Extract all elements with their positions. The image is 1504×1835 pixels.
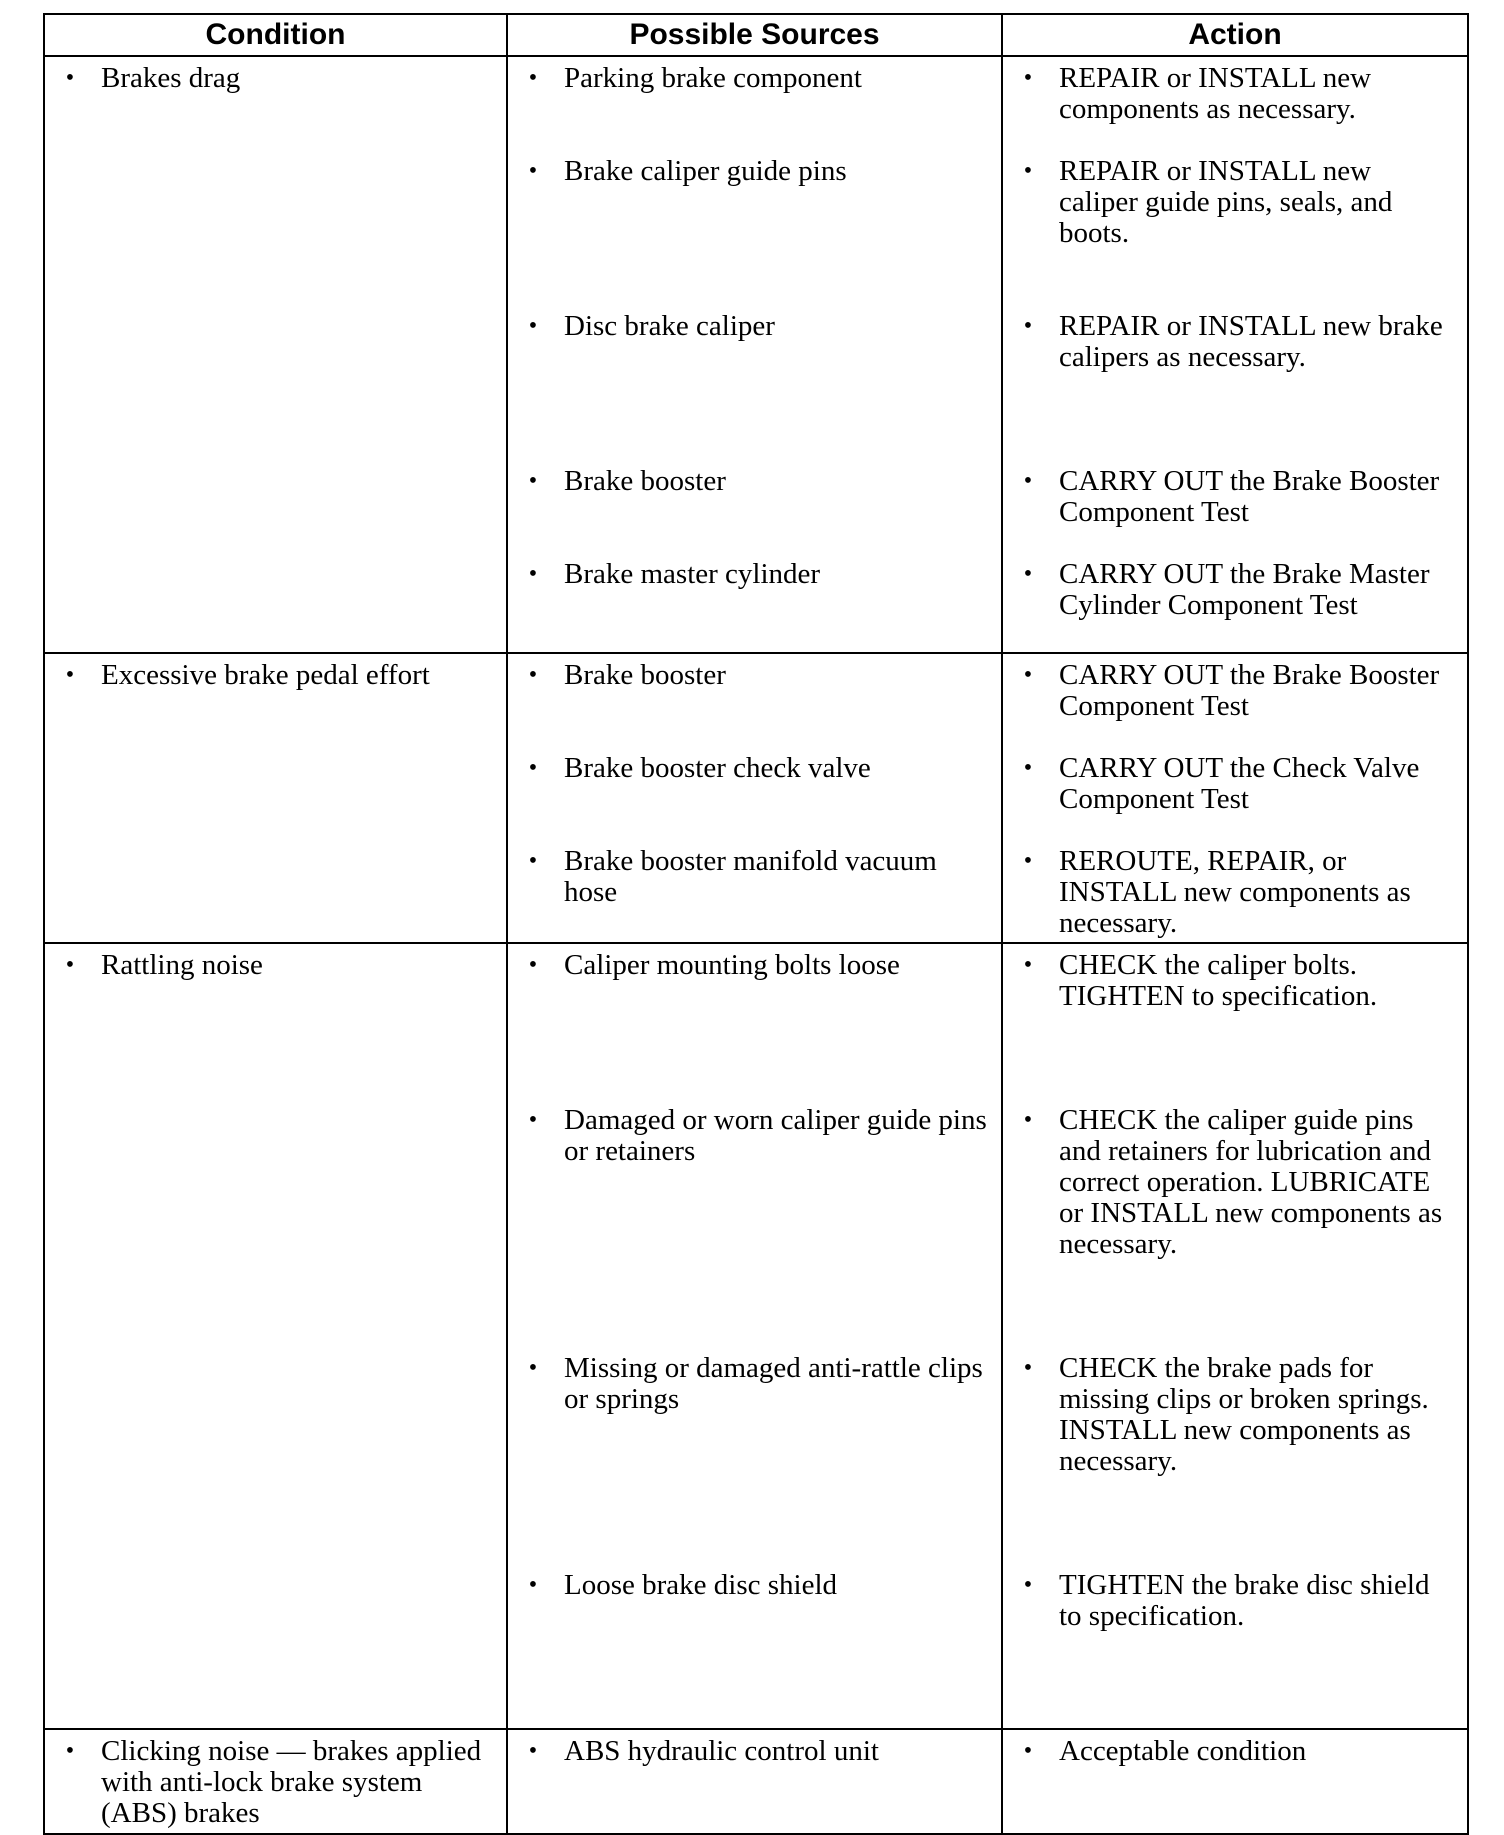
sources-cell [507,1729,1002,1834]
bullet-icon: • [528,848,538,874]
bullet-icon: • [528,313,538,339]
bullet-icon: • [1023,1572,1033,1598]
bullet-icon: • [528,468,538,494]
action-entry [1003,466,1467,559]
action-entry [1003,753,1467,846]
diagnosis-table [43,13,1469,1835]
condition-text: Clicking noise — brakes applied with anti-lock brake system (ABS) brakes [101,1735,482,1829]
source-entry [508,466,1001,559]
table-row [44,56,1468,653]
bullet-icon: • [528,755,538,781]
source-entry [508,1736,1001,1767]
bullet-icon: • [528,1107,538,1133]
action-entry [1003,660,1467,753]
action-text: TIGHTEN the brake disc shield to specification. [1059,1569,1430,1632]
source-text: Brake caliper guide pins [564,155,847,187]
bullet-icon: • [1023,1107,1033,1133]
bullet-icon: • [1023,662,1033,688]
action-entry [1003,156,1467,311]
table-row [44,653,1468,943]
bullet-icon: • [1023,313,1033,339]
source-entry [508,660,1001,753]
action-cell [1002,56,1468,653]
action-cell [1002,943,1468,1729]
bullet-icon: • [1023,65,1033,91]
source-entry [508,311,1001,466]
source-text: ABS hydraulic control unit [564,1735,879,1767]
bullet-icon: • [1023,468,1033,494]
action-entry [1003,950,1467,1105]
source-text: Brake booster [564,659,726,691]
sources-cell [507,56,1002,653]
condition-text: Excessive brake pedal effort [101,659,430,691]
source-text: Missing or damaged anti-rattle clips or springs [564,1352,983,1415]
condition-entry [45,1736,506,1829]
condition-text: Rattling noise [101,949,263,981]
sources-cell [507,653,1002,943]
source-text: Damaged or worn caliper guide pins or retainers [564,1104,987,1167]
action-entry [1003,1353,1467,1570]
condition-cell [44,1729,507,1834]
bullet-icon: • [528,952,538,978]
action-text: CARRY OUT the Brake Booster Component Test [1059,659,1440,722]
header-action: Action [1002,14,1468,56]
source-entry [508,1353,1001,1570]
action-text: CHECK the brake pads for missing clips or broken springs. INSTALL new components as necessary. [1059,1352,1429,1477]
action-entry [1003,1570,1467,1632]
action-entry [1003,559,1467,621]
table-row [44,943,1468,1729]
bullet-icon: • [65,65,75,91]
bullet-icon: • [528,1572,538,1598]
bullet-icon: • [528,65,538,91]
table-row [44,1729,1468,1834]
condition-cell [44,653,507,943]
source-entry [508,846,1001,908]
action-text: CARRY OUT the Brake Booster Component Test [1059,465,1440,528]
bullet-icon: • [65,1738,75,1764]
bullet-icon: • [528,1355,538,1381]
action-text: CHECK the caliper guide pins and retainers for lubrication and correct operation. LUBRICATE or INSTALL new components as necessary. [1059,1104,1443,1260]
header-possible-sources: Possible Sources [507,14,1002,56]
source-entry [508,63,1001,156]
action-text: REPAIR or INSTALL new brake calipers as necessary. [1059,310,1443,373]
source-entry [508,1570,1001,1601]
condition-cell [44,56,507,653]
action-text: REROUTE, REPAIR, or INSTALL new components as necessary. [1059,845,1411,939]
source-entry [508,950,1001,1105]
action-entry [1003,1736,1467,1767]
source-text: Loose brake disc shield [564,1569,838,1601]
action-text: CARRY OUT the Check Valve Component Test [1059,752,1420,815]
source-entry [508,753,1001,846]
source-entry [508,1105,1001,1353]
source-text: Brake booster [564,465,726,497]
header-row [44,14,1468,56]
source-text: Brake booster manifold vacuum hose [564,845,937,908]
bullet-icon: • [1023,1355,1033,1381]
bullet-icon: • [528,1738,538,1764]
condition-cell [44,943,507,1729]
action-text: CARRY OUT the Brake Master Cylinder Component Test [1059,558,1430,621]
condition-entry [45,660,506,691]
action-entry [1003,1105,1467,1353]
condition-entry [45,63,506,94]
bullet-icon: • [1023,755,1033,781]
bullet-icon: • [65,952,75,978]
header-condition: Condition [44,14,507,56]
source-text: Caliper mounting bolts loose [564,949,900,981]
bullet-icon: • [1023,848,1033,874]
source-text: Brake master cylinder [564,558,821,590]
source-text: Parking brake component [564,62,862,94]
action-cell [1002,653,1468,943]
action-text: CHECK the caliper bolts. TIGHTEN to specification. [1059,949,1378,1012]
bullet-icon: • [528,561,538,587]
bullet-icon: • [528,158,538,184]
action-entry [1003,846,1467,939]
bullet-icon: • [1023,952,1033,978]
action-text: REPAIR or INSTALL new components as necessary. [1059,62,1372,125]
bullet-icon: • [528,662,538,688]
sources-cell [507,943,1002,1729]
action-text: Acceptable condition [1059,1735,1307,1767]
source-text: Disc brake caliper [564,310,775,342]
action-text: REPAIR or INSTALL new caliper guide pins, seals, and boots. [1059,155,1393,249]
condition-text: Brakes drag [101,62,241,94]
bullet-icon: • [1023,1738,1033,1764]
source-entry [508,559,1001,590]
action-entry [1003,63,1467,156]
bullet-icon: • [1023,561,1033,587]
action-cell [1002,1729,1468,1834]
source-entry [508,156,1001,311]
action-entry [1003,311,1467,466]
condition-entry [45,950,506,981]
bullet-icon: • [1023,158,1033,184]
bullet-icon: • [65,662,75,688]
source-text: Brake booster check valve [564,752,871,784]
